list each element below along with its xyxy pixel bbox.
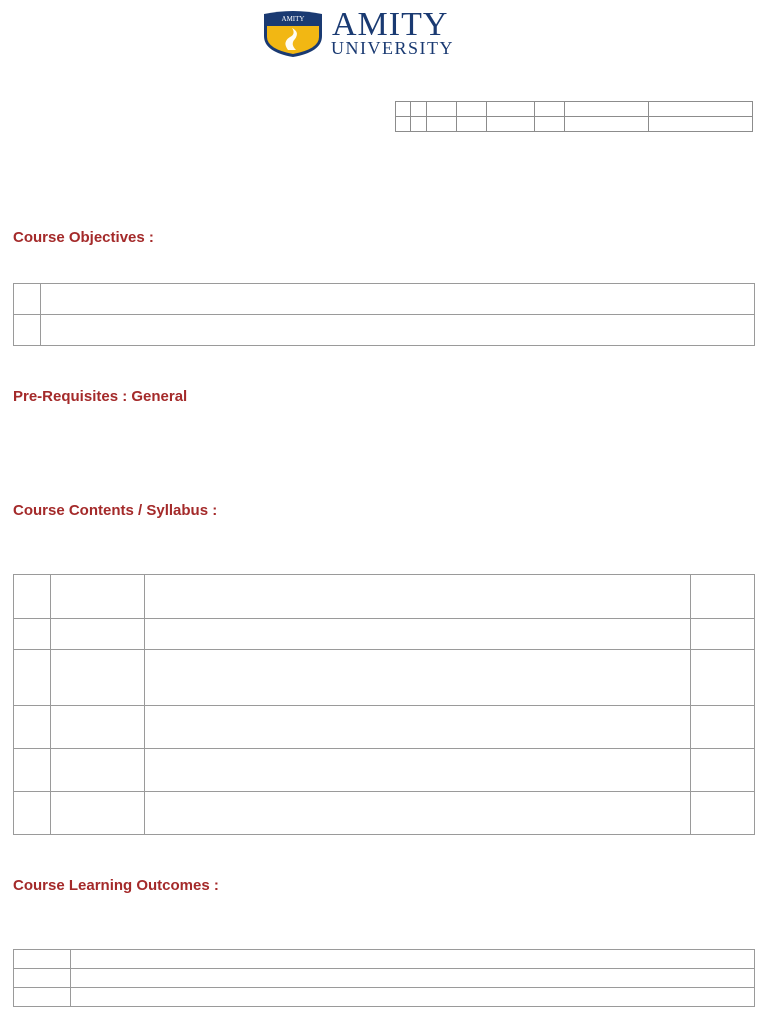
outcomes-table <box>13 949 755 1007</box>
table-cell <box>14 575 51 619</box>
table-cell <box>14 969 71 988</box>
shield-text: AMITY <box>281 15 305 23</box>
table-cell <box>14 706 51 749</box>
table-cell <box>71 969 755 988</box>
table-cell <box>691 619 755 650</box>
table-cell <box>14 792 51 835</box>
table-cell <box>51 706 145 749</box>
table-cell <box>14 749 51 792</box>
code-cell <box>427 117 457 132</box>
table-cell <box>14 650 51 706</box>
table-cell <box>51 749 145 792</box>
table-cell <box>14 619 51 650</box>
table-cell <box>691 749 755 792</box>
code-cell <box>565 102 649 117</box>
table-cell <box>145 706 691 749</box>
code-cell <box>649 117 753 132</box>
code-cell <box>457 102 487 117</box>
amity-university-logo <box>262 6 507 60</box>
table-cell <box>71 950 755 969</box>
course-contents-heading: Course Contents / Syllabus : <box>13 502 218 519</box>
code-cell <box>396 117 411 132</box>
table-cell <box>41 315 755 346</box>
objectives-table <box>13 283 755 346</box>
table-cell <box>145 749 691 792</box>
code-cell <box>427 102 457 117</box>
table-cell <box>691 792 755 835</box>
table-cell <box>145 650 691 706</box>
course-outcomes-heading: Course Learning Outcomes : <box>13 877 219 894</box>
prerequisites-heading: Pre-Requisites : General <box>13 388 188 405</box>
table-cell <box>51 619 145 650</box>
amity-shield-icon <box>262 10 324 58</box>
table-cell <box>51 650 145 706</box>
code-cell <box>649 102 753 117</box>
logo-university-text: UNIVERSITY <box>331 38 454 58</box>
table-cell <box>691 575 755 619</box>
syllabus-table <box>13 574 755 835</box>
code-cell <box>396 102 411 117</box>
logo-amity-text: AMITY <box>332 6 449 43</box>
table-cell <box>145 575 691 619</box>
table-cell <box>691 706 755 749</box>
table-cell <box>51 792 145 835</box>
table-cell <box>145 619 691 650</box>
table-cell <box>14 950 71 969</box>
code-cell <box>487 102 535 117</box>
table-cell <box>14 988 71 1007</box>
code-cell <box>457 117 487 132</box>
code-cell <box>535 102 565 117</box>
table-cell <box>145 792 691 835</box>
course-code-table <box>395 101 753 132</box>
table-cell <box>41 284 755 315</box>
table-cell <box>51 575 145 619</box>
table-cell <box>71 988 755 1007</box>
code-cell <box>535 117 565 132</box>
code-cell <box>487 117 535 132</box>
code-cell <box>411 117 427 132</box>
table-cell <box>691 650 755 706</box>
table-cell <box>14 284 41 315</box>
table-cell <box>14 315 41 346</box>
code-cell <box>565 117 649 132</box>
course-objectives-heading: Course Objectives : <box>13 229 154 246</box>
code-cell <box>411 102 427 117</box>
